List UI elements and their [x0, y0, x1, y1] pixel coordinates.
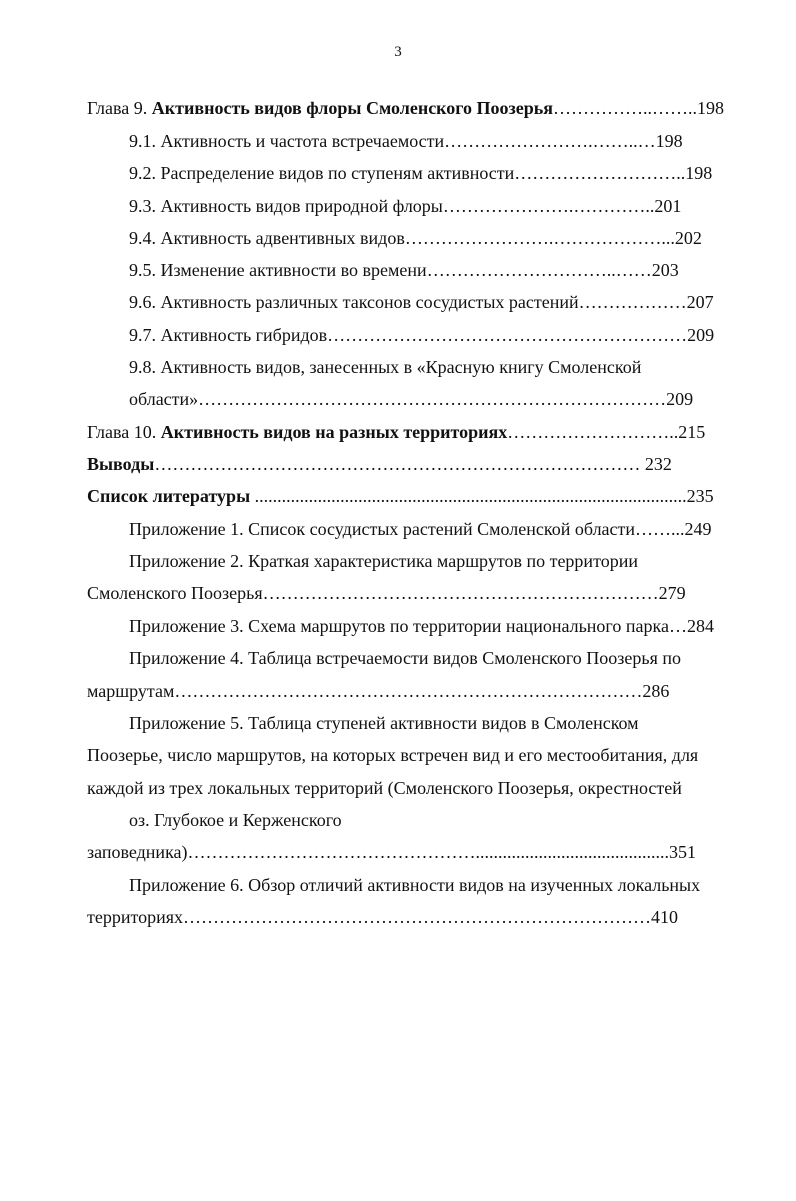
toc-entry-appendix-2-continued — [87, 581, 737, 605]
toc-entry-chapter-10 — [87, 420, 737, 444]
toc-entry-appendix-1 — [129, 517, 737, 541]
toc-entry-title: Приложение 6. Обзор отличий активности видов на изученных локальных — [129, 875, 701, 895]
toc-page-number: 198 — [685, 163, 713, 183]
page-number: 3 — [394, 44, 402, 60]
toc-entry-title: 9.1. Активность и частота встречаемости — [129, 131, 445, 151]
toc-dot-leader: ……... — [635, 519, 685, 539]
toc-dot-leader: ……………………………………………………………………… — [154, 454, 641, 474]
toc-page-number: 249 — [684, 519, 712, 539]
toc-dot-leader: … — [668, 616, 687, 636]
toc-entry-title: Приложение 4. Таблица встречаемости видов Смоленского Поозерья по — [129, 648, 681, 668]
toc-dot-leader: …………………………..…… — [426, 260, 652, 280]
toc-entry-conclusions — [87, 452, 737, 476]
toc-entry-appendix-3 — [129, 614, 737, 638]
toc-dot-leader: …………………………………………………………………… — [174, 681, 643, 701]
toc-entry-title: Приложение 5. Таблица ступеней активности видов в Смоленском — [129, 713, 639, 733]
toc-entry-title: заповедника) — [87, 842, 188, 862]
toc-dot-leader: …………………….………………... — [404, 228, 675, 248]
toc-entry-appendix-5-line-5 — [87, 840, 737, 864]
toc-entry-title: Смоленского Поозерья — [87, 583, 263, 603]
toc-dot-leader: ………………….………….. — [442, 196, 655, 216]
toc-page-number: 215 — [678, 422, 706, 442]
toc-dot-leader: ……………………….. — [514, 163, 686, 183]
toc-entry-title: области» — [129, 389, 199, 409]
toc-entry-title: Приложение 2. Краткая характеристика маршрутов по территории — [129, 551, 638, 571]
toc-dot-leader: ................................................................................................ — [250, 486, 687, 506]
toc-entry-title: Приложение 3. Схема маршрутов по территории национального парка — [129, 616, 669, 636]
toc-entry-prefix: Глава 9. — [87, 98, 152, 118]
toc-entry-appendix-2 — [129, 549, 737, 573]
toc-entry-title: оз. Глубокое и Керженского — [129, 810, 342, 830]
toc-entry-title: маршрутам — [87, 681, 175, 701]
toc-entry-9-4 — [129, 226, 737, 250]
toc-entry-title: Активность видов флоры Смоленского Поозерья — [151, 98, 554, 118]
toc-entry-9-3 — [129, 194, 737, 218]
toc-dot-leader: ……………..…….. — [553, 98, 698, 118]
toc-dot-leader: …………………………………………………… — [327, 325, 688, 345]
toc-entry-appendix-5-line-4 — [129, 808, 737, 832]
toc-entry-appendix-4-continued — [87, 679, 737, 703]
toc-dot-leader: …………………………………………………………………… — [183, 907, 652, 927]
toc-dot-leader: …………………………………………………………………… — [198, 389, 667, 409]
toc-page-number: 202 — [674, 228, 702, 248]
toc-dot-leader: ……………… — [578, 292, 687, 312]
toc-entry-title: 9.7. Активность гибридов — [129, 325, 328, 345]
toc-entry-references — [87, 484, 737, 508]
toc-page-number: 232 — [640, 454, 672, 474]
toc-page-number: 203 — [651, 260, 679, 280]
toc-page-number: 198 — [697, 98, 725, 118]
toc-entry-9-8 — [129, 355, 737, 379]
toc-page-number: 209 — [666, 389, 694, 409]
toc-entry-title: 9.2. Распределение видов по ступеням активности — [129, 163, 515, 183]
toc-entry-9-8-continued — [129, 387, 737, 411]
toc-entry-appendix-4 — [129, 646, 737, 670]
toc-page-number: 207 — [686, 292, 714, 312]
toc-entry-title: Список литературы — [87, 486, 251, 506]
toc-entry-title: каждой из трех локальных территорий (Смоленского Поозерья, окрестностей — [87, 778, 682, 798]
toc-dot-leader: …………………………………………........................................... — [187, 842, 670, 862]
toc-entry-title: Приложение 1. Список сосудистых растений Смоленской области — [129, 519, 636, 539]
toc-entry-title: Выводы — [87, 454, 155, 474]
toc-page-number: 351 — [669, 842, 697, 862]
toc-dot-leader: ………………………………………………………… — [262, 583, 659, 603]
toc-page-number: 209 — [687, 325, 715, 345]
toc-entry-prefix: Глава 10. — [87, 422, 161, 442]
toc-entry-title: 9.3. Активность видов природной флоры — [129, 196, 443, 216]
toc-entry-appendix-6-continued — [87, 905, 737, 929]
toc-page-number: 279 — [658, 583, 686, 603]
toc-entry-9-1 — [129, 129, 737, 153]
toc-entry-title: 9.6. Активность различных таксонов сосудистых растений — [129, 292, 579, 312]
toc-entry-title: 9.4. Активность адвентивных видов — [129, 228, 405, 248]
toc-entry-9-5 — [129, 258, 737, 282]
toc-entry-title: Активность видов на разных территориях — [160, 422, 508, 442]
toc-entry-title: территориях — [87, 907, 184, 927]
toc-page-number: 198 — [655, 131, 683, 151]
toc-entry-title: Поозерье, число маршрутов, на которых встречен вид и его местообитания, для — [87, 745, 699, 765]
toc-entry-9-6 — [129, 290, 737, 314]
toc-page-number: 286 — [642, 681, 670, 701]
toc-entry-title: 9.8. Активность видов, занесенных в «Красную книгу Смоленской — [129, 357, 642, 377]
toc-entry-appendix-6 — [129, 873, 737, 897]
toc-entry-title: 9.5. Изменение активности во времени — [129, 260, 427, 280]
toc-page-number: 410 — [651, 907, 679, 927]
toc-page-number: 201 — [654, 196, 682, 216]
toc-entry-9-7 — [129, 323, 737, 347]
toc-entry-9-2 — [129, 161, 737, 185]
toc-entry-appendix-5 — [129, 711, 737, 735]
toc-entry-chapter-9 — [87, 96, 737, 120]
toc-entry-appendix-5-line-2 — [87, 743, 737, 767]
toc-page-number: 284 — [686, 616, 714, 636]
toc-page-number: 235 — [686, 486, 714, 506]
toc-dot-leader: ……………………….. — [507, 422, 679, 442]
toc-dot-leader: …………………….……..… — [444, 131, 656, 151]
toc-entry-appendix-5-line-3 — [87, 776, 737, 800]
